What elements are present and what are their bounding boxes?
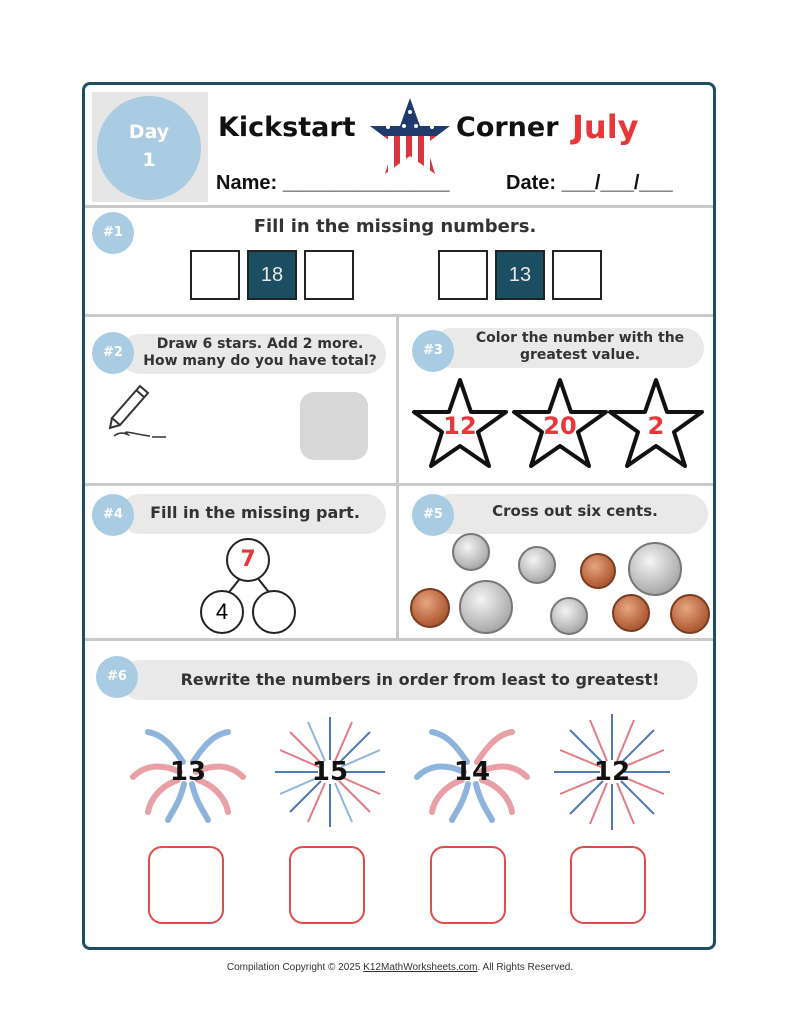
title-month: July (572, 108, 639, 146)
name-field[interactable]: Name: _______________ (216, 172, 450, 194)
question-1-badge: #1 (92, 212, 134, 254)
dime-coin[interactable] (452, 533, 490, 571)
question-3-line1: Color the number with the (475, 330, 685, 346)
nickel-coin[interactable] (518, 546, 556, 584)
given-number-box: 18 (247, 250, 297, 300)
firework-number: 13 (169, 757, 207, 787)
penny-coin[interactable] (670, 594, 710, 634)
star-number[interactable]: 2 (647, 412, 665, 440)
question-4-badge: #4 (92, 494, 134, 536)
star-number[interactable]: 12 (443, 412, 477, 440)
question-2-badge: #2 (92, 332, 134, 374)
question-3-prompt (450, 330, 710, 364)
penny-coin[interactable] (612, 594, 650, 632)
copyright-suffix: . All Rights Reserved. (477, 962, 574, 973)
question-2-line1: Draw 6 stars. Add 2 more. (156, 336, 364, 352)
penny-coin[interactable] (410, 588, 450, 628)
question-4-prompt: Fill in the missing part. (150, 503, 360, 522)
title-kickstart: Kickstart (218, 112, 356, 143)
quarter-coin[interactable] (628, 542, 682, 596)
site-link[interactable]: K12MathWorksheets.com (363, 962, 478, 973)
question-5-badge: #5 (412, 494, 454, 536)
question-5-prompt: Cross out six cents. (492, 502, 658, 520)
question-3-badge: #3 (412, 330, 454, 372)
divider (85, 483, 713, 486)
copyright-prefix: Compilation Copyright © 2025 (226, 962, 361, 973)
order-answer-box[interactable] (148, 846, 224, 924)
pencil-icon (104, 378, 174, 442)
question-2-prompt (132, 336, 388, 370)
dime-coin[interactable] (550, 597, 588, 635)
answer-box[interactable] (438, 250, 488, 300)
day-label: Day (128, 121, 170, 143)
question-3-line2: greatest value. (519, 347, 641, 363)
day-number: 1 (142, 149, 156, 171)
answer-box[interactable] (190, 250, 240, 300)
total-answer-box[interactable] (300, 392, 368, 460)
question-6-badge: #6 (96, 656, 138, 698)
order-answer-box[interactable] (570, 846, 646, 924)
firework-number: 14 (453, 757, 491, 787)
answer-box[interactable] (304, 250, 354, 300)
date-field[interactable]: Date: ___/___/___ (506, 172, 673, 194)
day-badge (97, 96, 201, 200)
question-1-prompt: Fill in the missing numbers. (253, 216, 537, 237)
answer-box[interactable] (552, 250, 602, 300)
part-circle-right[interactable] (252, 590, 296, 634)
order-answer-box[interactable] (430, 846, 506, 924)
title-corner: Corner (456, 112, 559, 143)
star-number[interactable]: 20 (543, 412, 577, 440)
divider (85, 314, 713, 317)
given-number-box: 13 (495, 250, 545, 300)
firework-number: 15 (311, 757, 349, 787)
question-2-line2: How many do you have total? (143, 353, 377, 369)
flag-star-icon (368, 96, 452, 176)
divider (85, 638, 713, 641)
divider (396, 316, 399, 638)
copyright-footer (0, 962, 800, 973)
quarter-coin[interactable] (459, 580, 513, 634)
penny-coin[interactable] (580, 553, 616, 589)
firework-number: 12 (593, 757, 631, 787)
part-circle-left: 4 (200, 590, 244, 634)
order-answer-box[interactable] (289, 846, 365, 924)
whole-circle: 7 (226, 538, 270, 582)
question-6-prompt: Rewrite the numbers in order from least to greatest! (180, 670, 660, 689)
divider (85, 205, 713, 208)
